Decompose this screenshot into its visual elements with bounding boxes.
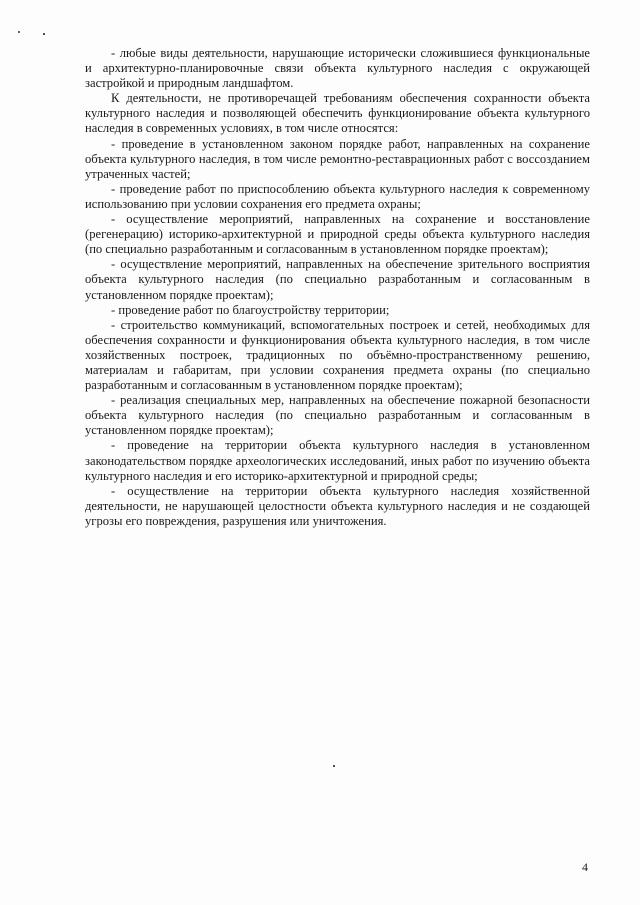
list-item: - осуществление мероприятий, направленных на обеспечение зрительного восприятия объекта культурного наследия (по специально разработанным и согласованным в установленном порядке проектам); — [85, 257, 590, 302]
list-item: - реализация специальных мер, направленных на обеспечение пожарной безопасности объекта культурного наследия (по специально разработанным и согласованным в установленном порядке проектам); — [85, 393, 590, 438]
list-item: - проведение работ по приспособлению объекта культурного наследия к современному использованию при условии сохранения его предмета охраны; — [85, 181, 590, 211]
list-item: - осуществление на территории объекта культурного наследия хозяйственной деятельности, не нарушающей целостности объекта культурного наследия и не создающей угрозы его повреждения, разрушения или уничтожения. — [85, 483, 590, 528]
list-item: - проведение в установленном законом порядке работ, направленных на сохранение объекта культурного наследия, в том числе ремонтно-реставрационных работ с воссозданием утраченных частей; — [85, 136, 590, 181]
list-item: - проведение на территории объекта культурного наследия в установленном законодательством порядке археологических исследований, иных работ по изучению объекта культурного наследия и его историко-архитектурной и природной среды; — [85, 438, 590, 483]
body-text — [85, 46, 590, 529]
list-item: - осуществление мероприятий, направленных на сохранение и восстановление (регенерацию) историко-архитектурной и природной среды объекта культурного наследия (по специально разработанным и согласованным в установленном порядке проектам); — [85, 212, 590, 257]
page-number: 4 — [582, 860, 588, 874]
list-item: - проведение работ по благоустройству территории; — [111, 302, 390, 317]
paragraph: К деятельности, не противоречащей требованиям обеспечения сохранности объекта культурного наследия и позволяющей обеспечить функционирование объекта культурного наследия в современных условиях, в том числе относятся: — [85, 91, 590, 136]
scan-speck — [333, 765, 335, 767]
paragraph: - любые виды деятельности, нарушающие исторически сложившиеся функциональные и архитектурно-планировочные связи объекта культурного наследия с окружающей застройкой и природным ландшафтом. — [85, 46, 590, 91]
scan-speck — [18, 31, 20, 33]
scan-speck — [43, 33, 45, 35]
list-item: - строительство коммуникаций, вспомогательных построек и сетей, необходимых для обеспечения сохранности и функционирования объекта культурного наследия, в том числе хозяйственных построек, традиционных по объёмно-пространственному решению, материалам и габаритам, при условии сохранения предмета охраны (по специально разработанным и согласованным в установленном порядке проектам); — [85, 317, 590, 393]
